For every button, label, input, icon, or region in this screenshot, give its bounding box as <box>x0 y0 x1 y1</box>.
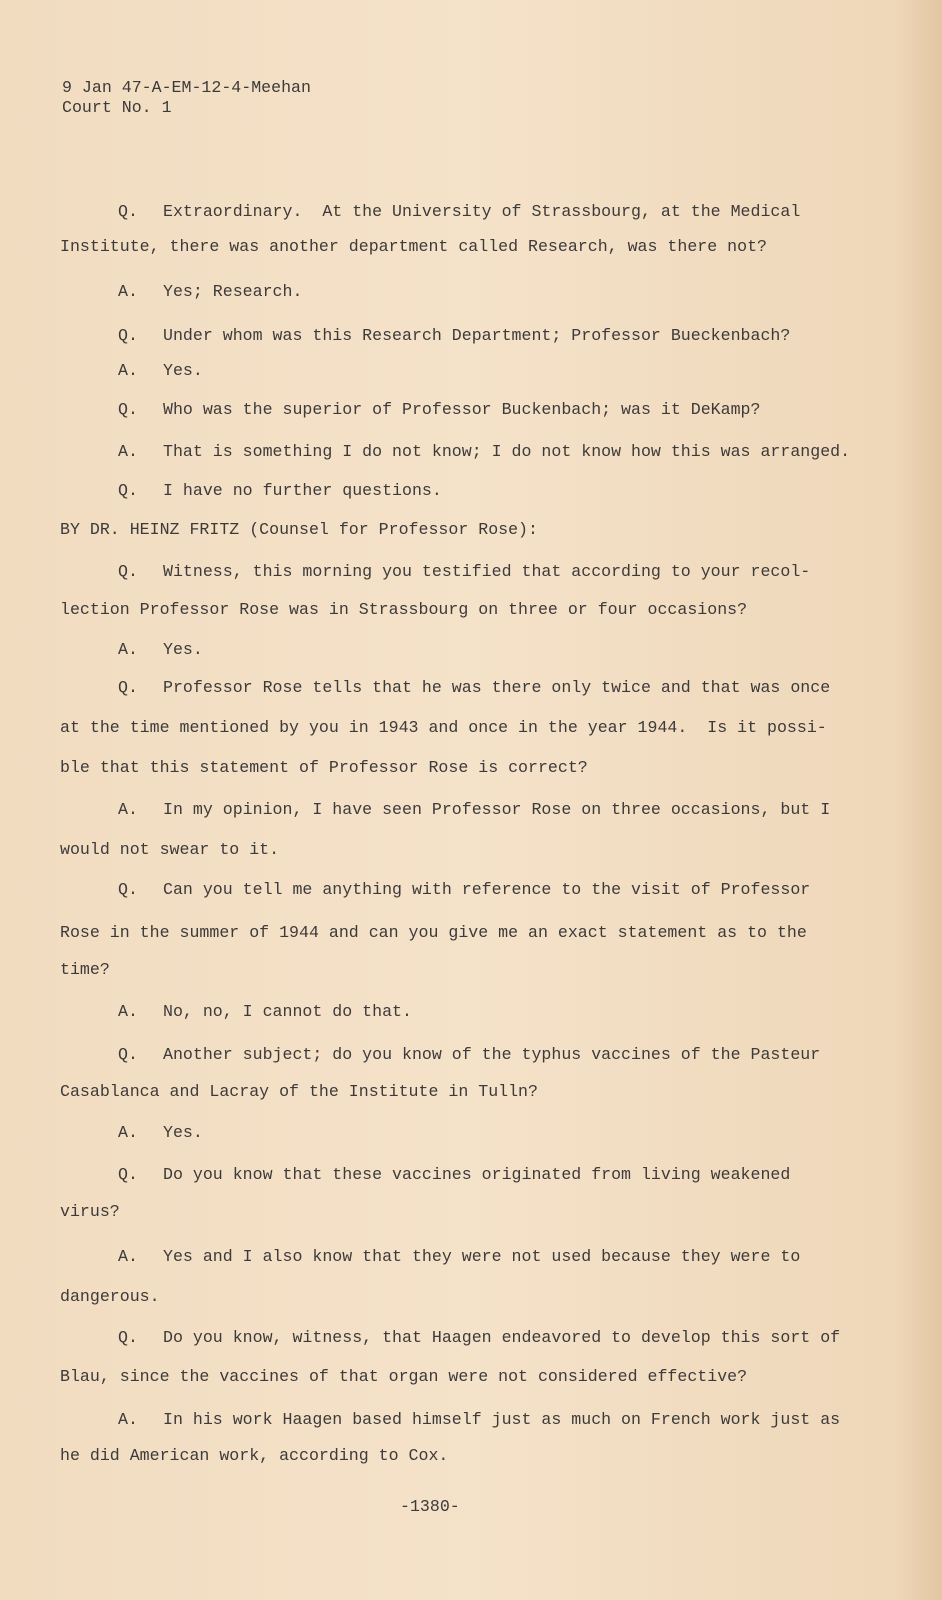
transcript-line-continuation <box>60 1287 160 1307</box>
transcript-line-answer <box>118 640 203 660</box>
line-text: Do you know, witness, that Haagen endeavored to develop this sort of <box>163 1328 841 1347</box>
line-text: Can you tell me anything with reference to the visit of Professor <box>163 880 811 899</box>
speaker-label: Q. <box>118 481 138 500</box>
transcript-line-continuation <box>60 1446 448 1466</box>
line-text: Yes and I also know that they were not used because they were to <box>163 1247 801 1266</box>
line-text: Institute, there was another department called Research, was there not? <box>60 237 768 256</box>
speaker-label: Q. <box>118 562 138 581</box>
line-text: Extraordinary. At the University of Strassbourg, at the Medical <box>163 202 801 221</box>
speaker-label: A. <box>118 1002 138 1021</box>
line-text: Blau, since the vaccines of that organ were not considered effective? <box>60 1367 748 1386</box>
transcript-line-question <box>118 562 810 582</box>
speaker-label: Q. <box>118 1165 138 1184</box>
transcript-line-answer <box>118 282 302 302</box>
line-text: virus? <box>60 1202 120 1221</box>
speaker-label: Q. <box>118 1328 138 1347</box>
line-text: Do you know that these vaccines originated from living weakened <box>163 1165 791 1184</box>
transcript-line-continuation <box>60 960 110 980</box>
document-reference: 9 Jan 47-A-EM-12-4-Meehan <box>62 78 311 97</box>
line-text: at the time mentioned by you in 1943 and once in the year 1944. Is it possi- <box>60 718 827 737</box>
transcript-line-question <box>118 400 760 420</box>
transcript-line-question <box>118 481 442 501</box>
transcript-line-continuation <box>60 923 807 943</box>
line-text: time? <box>60 960 110 979</box>
transcript-line-continuation <box>60 1367 747 1387</box>
line-text: No, no, I cannot do that. <box>163 1002 412 1021</box>
line-text: Yes. <box>163 1123 203 1142</box>
line-text: That is something I do not know; I do not know how this was arranged. <box>163 442 851 461</box>
line-text: Rose in the summer of 1944 and can you give me an exact statement as to the <box>60 923 807 942</box>
line-text: lection Professor Rose was in Strassbourg on three or four occasions? <box>60 600 748 619</box>
transcript-line-answer <box>118 1002 412 1022</box>
speaker-label: A. <box>118 1247 138 1266</box>
speaker-label: A. <box>118 442 138 461</box>
line-text: Who was the superior of Professor Buckenbach; was it DeKamp? <box>163 400 761 419</box>
line-text: would not swear to it. <box>60 840 280 859</box>
transcript-line-question <box>118 880 810 900</box>
transcript-line-answer <box>118 800 830 820</box>
speaker-label: A. <box>118 282 138 301</box>
line-text: In his work Haagen based himself just as much on French work just as <box>163 1410 841 1429</box>
section-heading <box>60 520 538 540</box>
speaker-label: Q. <box>118 678 138 697</box>
line-text: Another subject; do you know of the typhus vaccines of the Pasteur <box>163 1045 821 1064</box>
speaker-label: A. <box>118 640 138 659</box>
transcript-line-continuation <box>60 237 767 257</box>
transcript-line-continuation <box>60 758 588 778</box>
transcript-line-question <box>118 1165 790 1185</box>
line-text: Professor Rose tells that he was there only twice and that was once <box>163 678 831 697</box>
line-text: Casablanca and Lacray of the Institute in Tulln? <box>60 1082 538 1101</box>
transcript-line-continuation <box>60 718 827 738</box>
line-text: he did American work, according to Cox. <box>60 1446 449 1465</box>
transcript-line-continuation <box>60 1082 538 1102</box>
speaker-label: Q. <box>118 326 138 345</box>
transcript-line-continuation <box>60 840 279 860</box>
speaker-label: Q. <box>118 880 138 899</box>
line-text: In my opinion, I have seen Professor Rose on three occasions, but I <box>163 800 831 819</box>
speaker-label: Q. <box>118 202 138 221</box>
transcript-line-continuation <box>60 1202 120 1222</box>
line-text: Yes. <box>163 361 203 380</box>
transcript-line-question <box>118 1328 840 1348</box>
transcript-line-continuation <box>60 600 747 620</box>
line-text: I have no further questions. <box>163 481 442 500</box>
transcript-line-question <box>118 678 830 698</box>
transcript-line-answer <box>118 1247 800 1267</box>
speaker-label: Q. <box>118 1045 138 1064</box>
line-text: Witness, this morning you testified that according to your recol- <box>163 562 811 581</box>
line-text: dangerous. <box>60 1287 160 1306</box>
transcript-line-answer <box>118 1123 203 1143</box>
speaker-label: A. <box>118 1123 138 1142</box>
transcript-line-answer <box>118 1410 840 1430</box>
speaker-label: A. <box>118 800 138 819</box>
line-text: Yes. <box>163 640 203 659</box>
speaker-label: Q. <box>118 400 138 419</box>
transcript-line-question <box>118 1045 820 1065</box>
court-number: Court No. 1 <box>62 98 172 117</box>
line-text: BY DR. HEINZ FRITZ (Counsel for Professor Rose): <box>60 520 538 539</box>
transcript-line-question <box>118 202 800 222</box>
line-text: ble that this statement of Professor Rose is correct? <box>60 758 588 777</box>
transcript-line-answer <box>118 442 850 462</box>
page-number: -1380- <box>400 1497 460 1516</box>
line-text: Under whom was this Research Department; Professor Bueckenbach? <box>163 326 791 345</box>
transcript-line-question <box>118 326 790 346</box>
speaker-label: A. <box>118 361 138 380</box>
line-text: Yes; Research. <box>163 282 303 301</box>
transcript-line-answer <box>118 361 203 381</box>
speaker-label: A. <box>118 1410 138 1429</box>
